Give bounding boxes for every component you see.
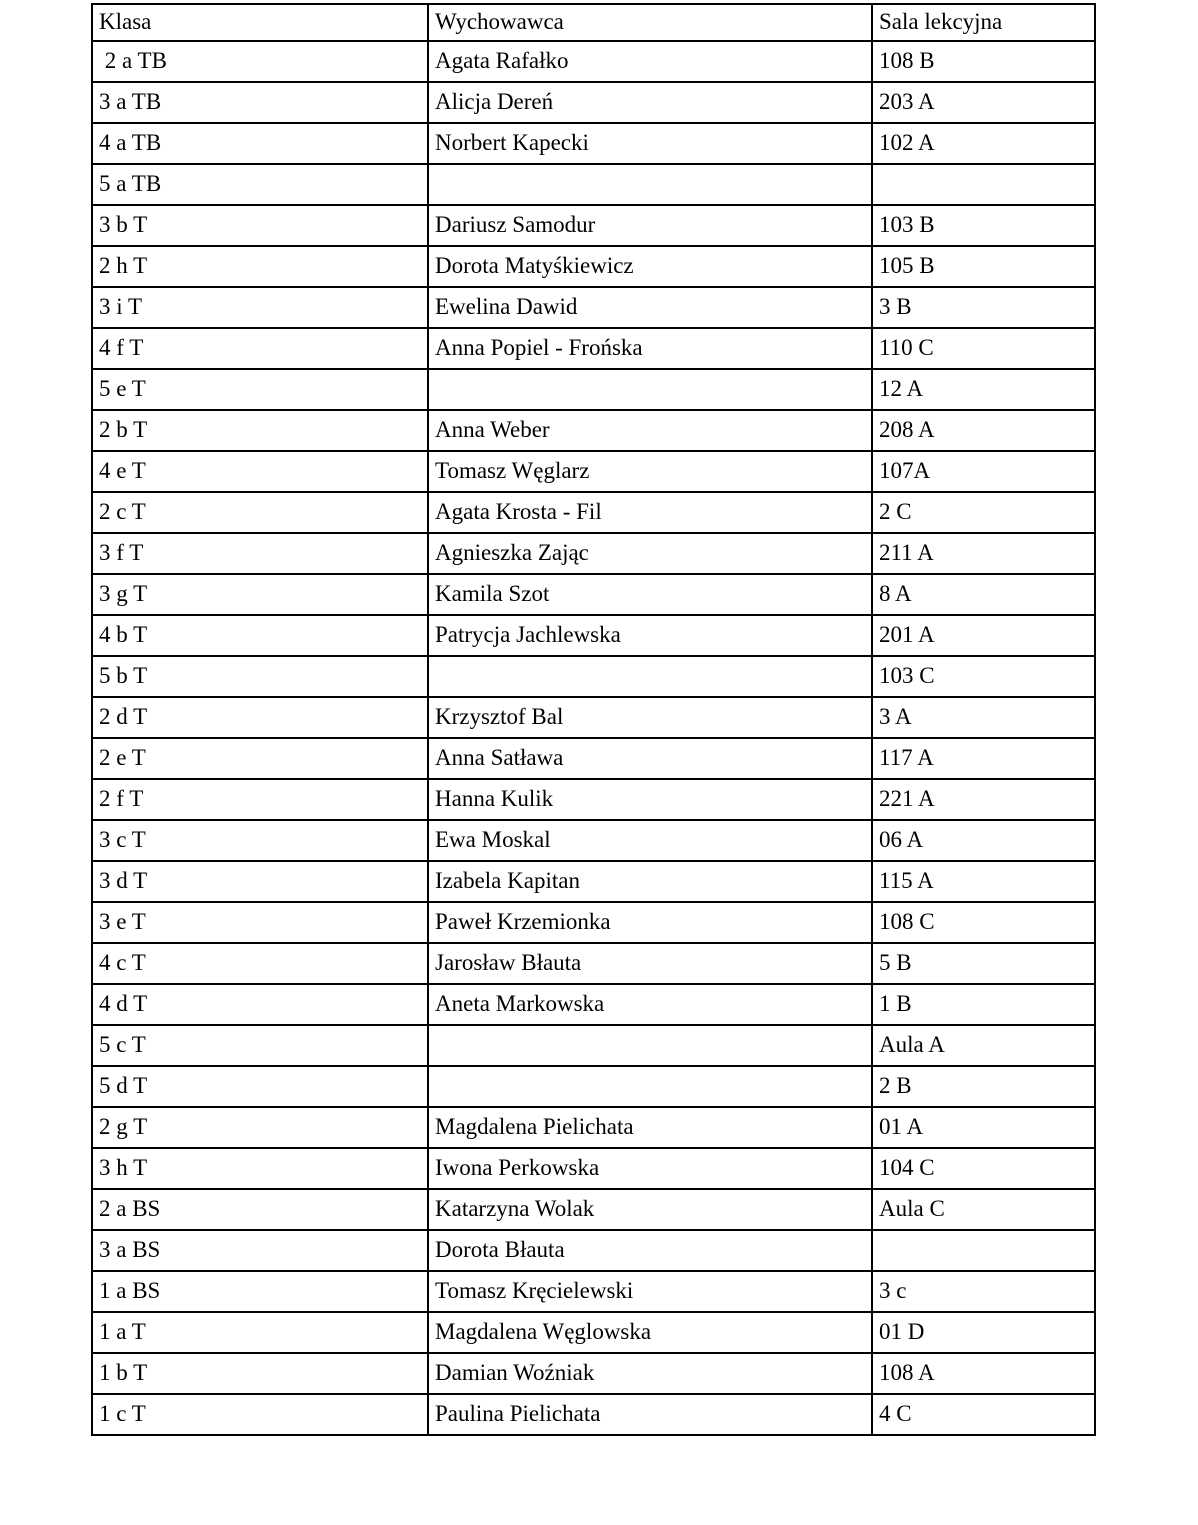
table-cell: 102 A (872, 123, 1095, 164)
table-row (92, 1230, 1095, 1271)
table-cell: 107A (872, 451, 1095, 492)
table-row (92, 656, 1095, 697)
table-cell: 3 b T (92, 205, 428, 246)
table-cell: 221 A (872, 779, 1095, 820)
table-row (92, 1025, 1095, 1066)
table-cell: 3 A (872, 697, 1095, 738)
table-row (92, 82, 1095, 123)
table-cell: Agnieszka Zając (428, 533, 872, 574)
table-cell: 203 A (872, 82, 1095, 123)
table-cell (428, 1025, 872, 1066)
table-cell: 104 C (872, 1148, 1095, 1189)
table-cell: 2 f T (92, 779, 428, 820)
table-cell: 01 A (872, 1107, 1095, 1148)
table-cell: 3 f T (92, 533, 428, 574)
table-cell: Hanna Kulik (428, 779, 872, 820)
table-cell: Anna Weber (428, 410, 872, 451)
table-cell: 211 A (872, 533, 1095, 574)
table-row (92, 369, 1095, 410)
table-cell: 103 B (872, 205, 1095, 246)
table-cell: 1 B (872, 984, 1095, 1025)
table-cell: 4 a TB (92, 123, 428, 164)
table-row (92, 164, 1095, 205)
column-header-sala-lekcyjna: Sala lekcyjna (872, 4, 1095, 41)
table-row (92, 984, 1095, 1025)
table-body (92, 41, 1095, 1435)
table-row (92, 492, 1095, 533)
table-cell: Izabela Kapitan (428, 861, 872, 902)
table-cell: 108 B (872, 41, 1095, 82)
table-cell: 2 C (872, 492, 1095, 533)
table-cell: Damian Woźniak (428, 1353, 872, 1394)
header-row (92, 4, 1095, 41)
table-row (92, 205, 1095, 246)
table-row (92, 287, 1095, 328)
table-cell: 2 d T (92, 697, 428, 738)
table-cell: 1 a BS (92, 1271, 428, 1312)
table-cell: 1 b T (92, 1353, 428, 1394)
table-cell (872, 164, 1095, 205)
table-cell: 2 a BS (92, 1189, 428, 1230)
table-cell: Paweł Krzemionka (428, 902, 872, 943)
table-cell: Iwona Perkowska (428, 1148, 872, 1189)
table-row (92, 574, 1095, 615)
table-row (92, 1271, 1095, 1312)
table-cell: Alicja Dereń (428, 82, 872, 123)
table-cell (428, 656, 872, 697)
table-cell: 3 c (872, 1271, 1095, 1312)
table-cell: 3 B (872, 287, 1095, 328)
table-cell: 01 D (872, 1312, 1095, 1353)
table-cell: 2 e T (92, 738, 428, 779)
table-cell: 3 a BS (92, 1230, 428, 1271)
table-cell: 103 C (872, 656, 1095, 697)
table-row (92, 820, 1095, 861)
table-cell: Agata Krosta - Fil (428, 492, 872, 533)
table-cell (872, 1230, 1095, 1271)
table-cell: 4 c T (92, 943, 428, 984)
table-cell: Kamila Szot (428, 574, 872, 615)
table-cell: 5 a TB (92, 164, 428, 205)
table-cell: Tomasz Węglarz (428, 451, 872, 492)
table-row (92, 1312, 1095, 1353)
table-cell: 2 a TB (92, 41, 428, 82)
table-row (92, 1189, 1095, 1230)
table-cell: Aula C (872, 1189, 1095, 1230)
table-row (92, 615, 1095, 656)
table-cell: Agata Rafałko (428, 41, 872, 82)
table-cell: 5 d T (92, 1066, 428, 1107)
table-cell: 5 e T (92, 369, 428, 410)
table-row (92, 861, 1095, 902)
table-cell: Ewelina Dawid (428, 287, 872, 328)
table-cell (428, 369, 872, 410)
table-row (92, 41, 1095, 82)
table-cell: 5 c T (92, 1025, 428, 1066)
table-cell: Dorota Błauta (428, 1230, 872, 1271)
table-cell: 115 A (872, 861, 1095, 902)
table-cell: Dorota Matyśkiewicz (428, 246, 872, 287)
table-cell: 108 A (872, 1353, 1095, 1394)
table-cell: Katarzyna Wolak (428, 1189, 872, 1230)
table-row (92, 738, 1095, 779)
table-cell: 4 C (872, 1394, 1095, 1435)
table-cell: 201 A (872, 615, 1095, 656)
table-row (92, 1107, 1095, 1148)
table-row (92, 943, 1095, 984)
table-row (92, 328, 1095, 369)
table-cell: Jarosław Błauta (428, 943, 872, 984)
table-cell: 110 C (872, 328, 1095, 369)
column-header-wychowawca: Wychowawca (428, 4, 872, 41)
table-cell: Paulina Pielichata (428, 1394, 872, 1435)
table-row (92, 410, 1095, 451)
table-cell: 3 g T (92, 574, 428, 615)
table-cell: 4 e T (92, 451, 428, 492)
table-cell: 3 c T (92, 820, 428, 861)
table-cell: 1 a T (92, 1312, 428, 1353)
table-cell: Patrycja Jachlewska (428, 615, 872, 656)
table-cell: 12 A (872, 369, 1095, 410)
table-row (92, 779, 1095, 820)
table-row (92, 451, 1095, 492)
table-cell: 5 b T (92, 656, 428, 697)
table-cell: 3 a TB (92, 82, 428, 123)
table-cell: Krzysztof Bal (428, 697, 872, 738)
table-cell: 5 B (872, 943, 1095, 984)
table-cell: 3 e T (92, 902, 428, 943)
table-cell (428, 1066, 872, 1107)
table-cell: 1 c T (92, 1394, 428, 1435)
table-cell: Dariusz Samodur (428, 205, 872, 246)
table-cell: 2 g T (92, 1107, 428, 1148)
table-row (92, 246, 1095, 287)
table-cell: Magdalena Pielichata (428, 1107, 872, 1148)
table-cell: Aneta Markowska (428, 984, 872, 1025)
table-row (92, 1148, 1095, 1189)
table-cell: Anna Popiel - Frońska (428, 328, 872, 369)
table-cell: 4 f T (92, 328, 428, 369)
table-cell: Aula A (872, 1025, 1095, 1066)
table-row (92, 902, 1095, 943)
table-cell: 4 d T (92, 984, 428, 1025)
table-cell: Anna Satława (428, 738, 872, 779)
table-cell: 2 B (872, 1066, 1095, 1107)
column-header-klasa: Klasa (92, 4, 428, 41)
table-cell: 2 c T (92, 492, 428, 533)
table-cell: 06 A (872, 820, 1095, 861)
table-cell: 117 A (872, 738, 1095, 779)
table-cell: 3 h T (92, 1148, 428, 1189)
table-cell: 208 A (872, 410, 1095, 451)
table-cell: 3 i T (92, 287, 428, 328)
table-row (92, 697, 1095, 738)
table-cell: Magdalena Węglowska (428, 1312, 872, 1353)
table-cell: 2 h T (92, 246, 428, 287)
table-cell (428, 164, 872, 205)
table-row (92, 123, 1095, 164)
table-cell: 4 b T (92, 615, 428, 656)
table-cell: Tomasz Kręcielewski (428, 1271, 872, 1312)
table-row (92, 1066, 1095, 1107)
table-cell: 105 B (872, 246, 1095, 287)
table-cell: 3 d T (92, 861, 428, 902)
table-row (92, 533, 1095, 574)
table-cell: 108 C (872, 902, 1095, 943)
class-teacher-room-table (91, 3, 1096, 1436)
table-cell: Ewa Moskal (428, 820, 872, 861)
table-cell: Norbert Kapecki (428, 123, 872, 164)
table-cell: 2 b T (92, 410, 428, 451)
table-cell: 8 A (872, 574, 1095, 615)
table-row (92, 1394, 1095, 1435)
table-row (92, 1353, 1095, 1394)
